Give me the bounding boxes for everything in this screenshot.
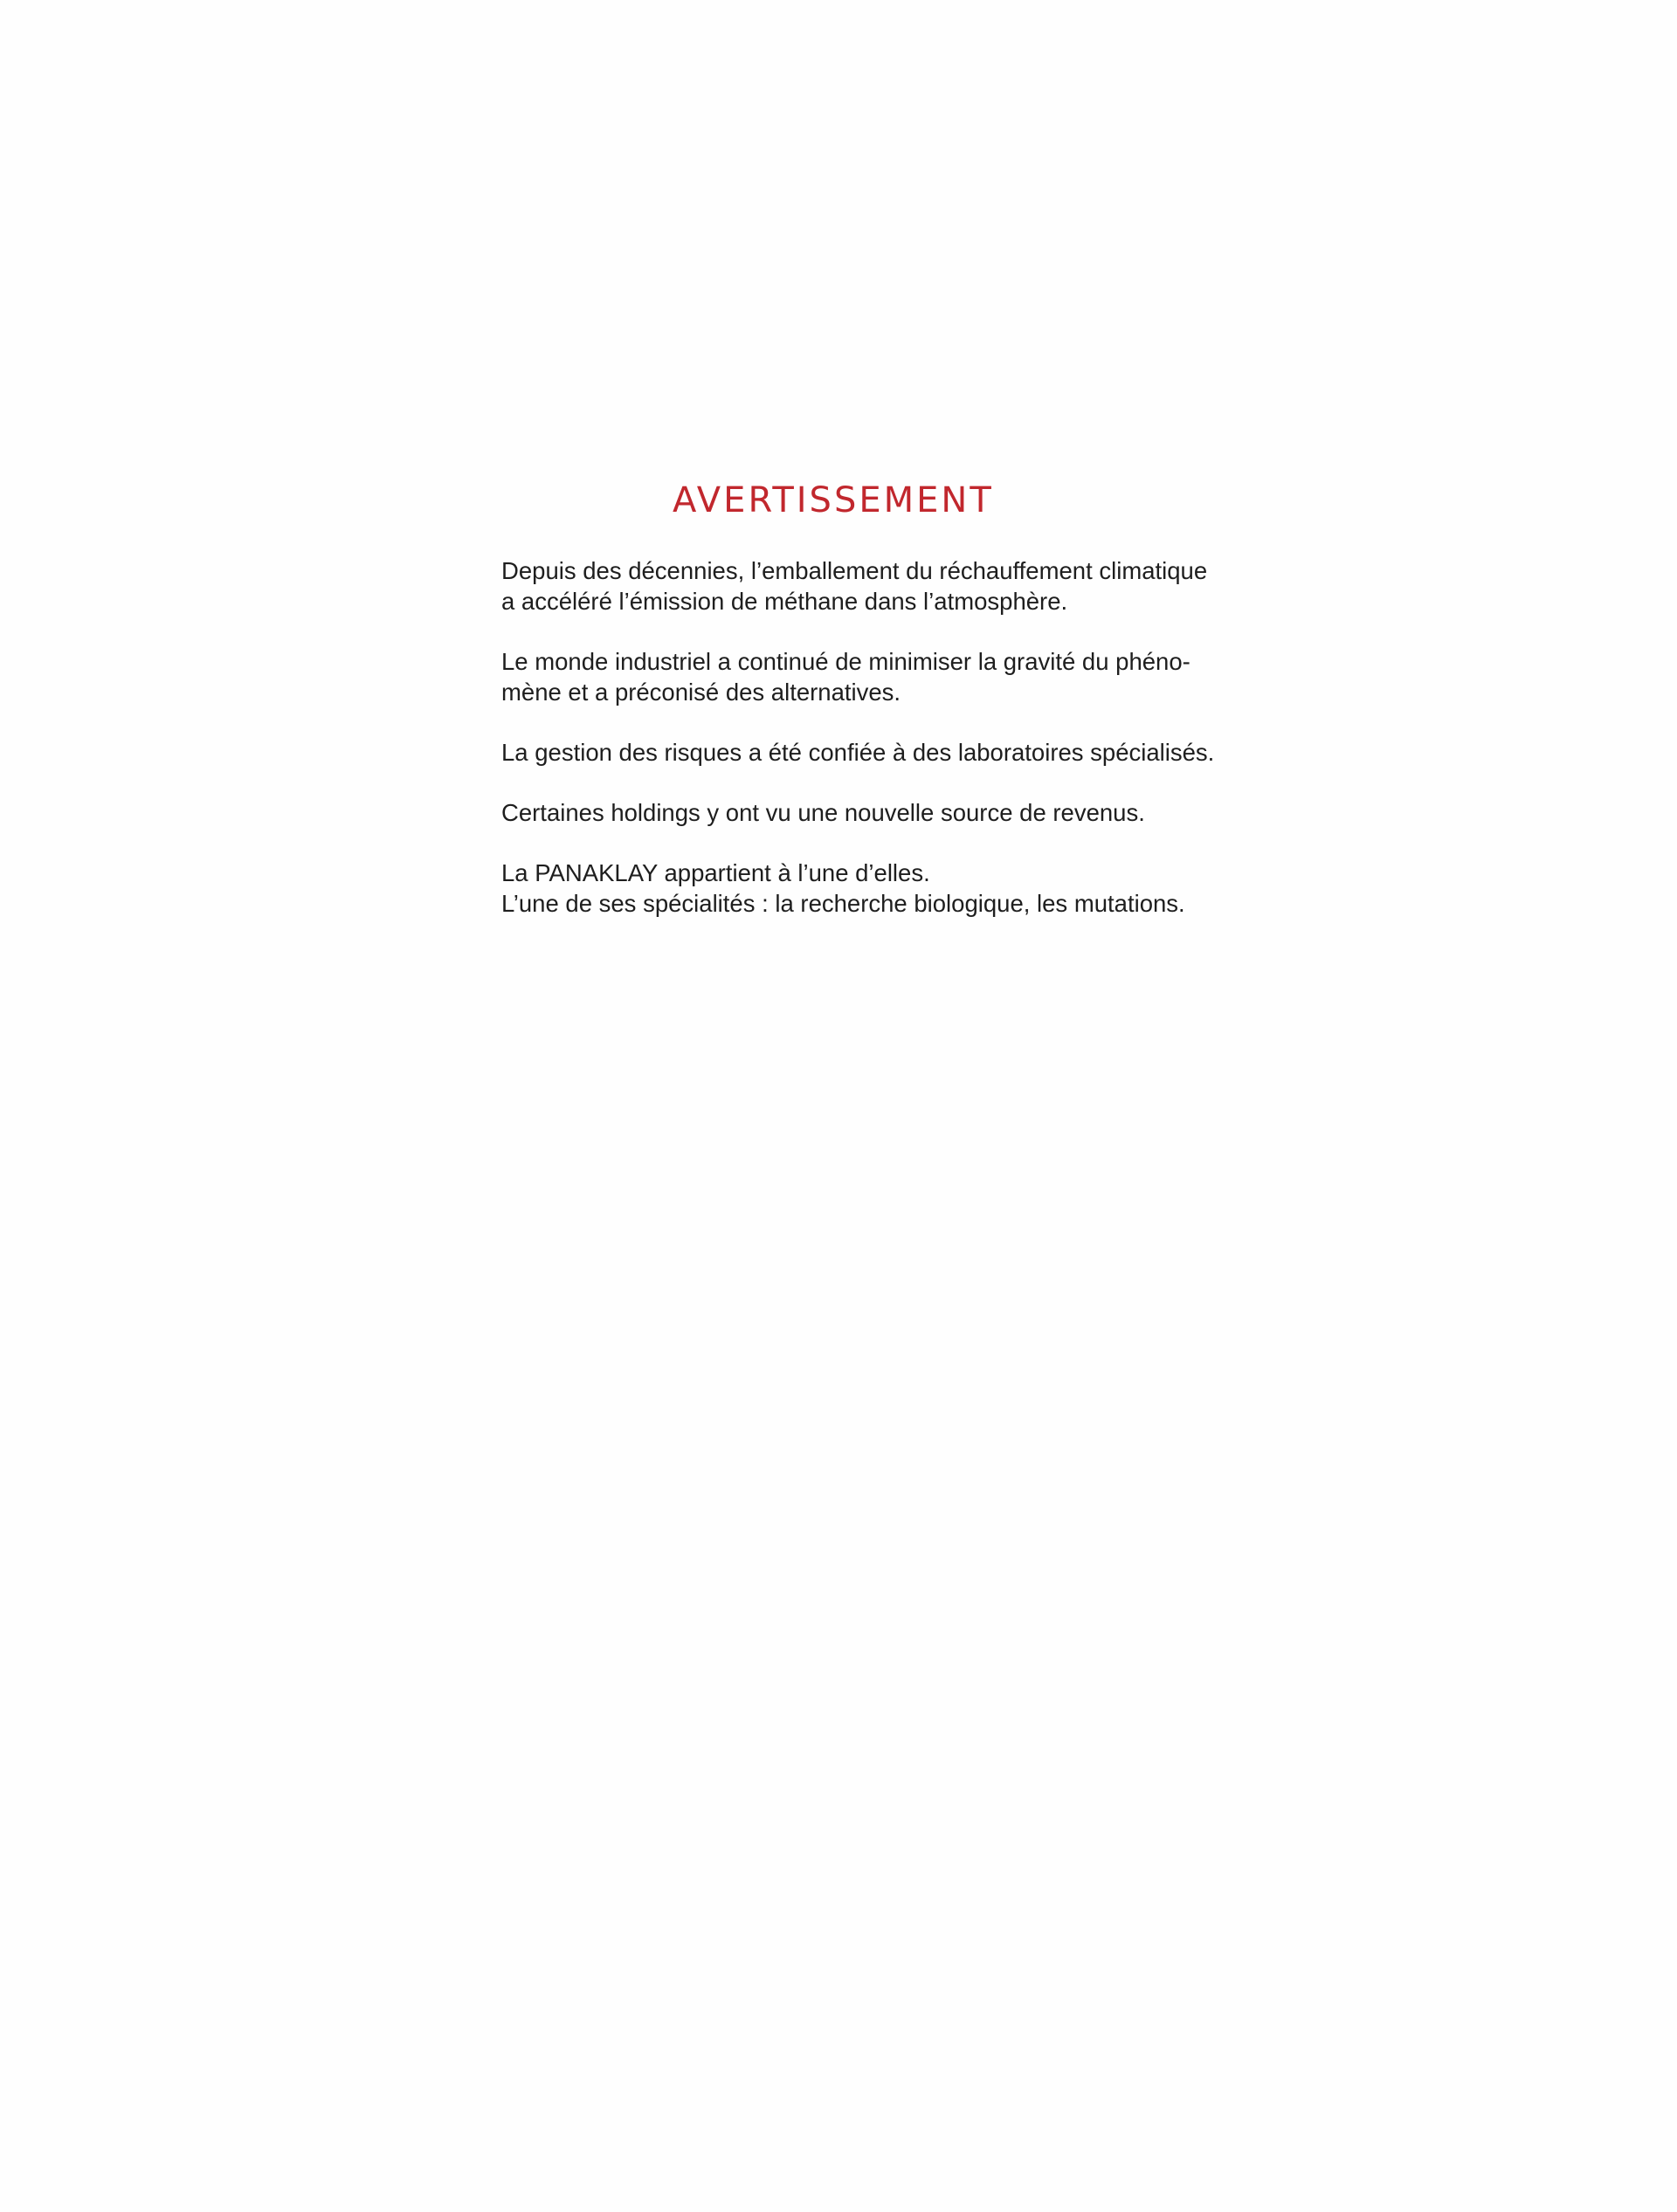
- paragraph: [501, 737, 1215, 768]
- paragraph-line: La PANAKLAY appartient à l’une d’elles.: [501, 859, 930, 886]
- paragraph-line: mène et a préconisé des alternatives.: [501, 679, 901, 706]
- paragraph: [501, 797, 1191, 828]
- paragraph-line: La gestion des risques a été confiée à des laboratoires spécialisés.: [501, 739, 1215, 766]
- paragraph: [501, 858, 1191, 919]
- body-text: [501, 555, 1215, 948]
- paragraph-line: a accéléré l’émission de méthane dans l’atmosphère.: [501, 588, 1068, 615]
- paragraph-line: Le monde industriel a continué de minimiser la gravité du phéno-: [501, 648, 1190, 675]
- paragraph: [501, 555, 1208, 617]
- paragraph-line: Depuis des décennies, l’emballement du réchauffement climatique: [501, 557, 1208, 584]
- paragraph-line: Certaines holdings y ont vu une nouvelle source de revenus.: [501, 799, 1145, 826]
- page-title: AVERTISSEMENT: [673, 480, 994, 520]
- paragraph: [501, 646, 1191, 707]
- paragraph-line: L’une de ses spécialités : la recherche biologique, les mutations.: [501, 890, 1185, 917]
